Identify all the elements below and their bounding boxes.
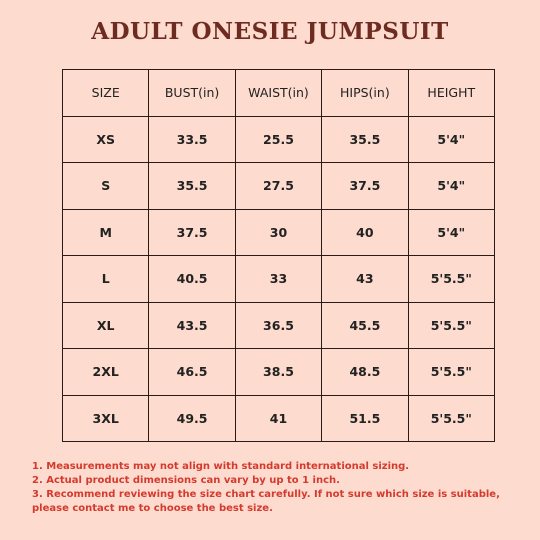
header-hips: HIPS(in) bbox=[322, 70, 408, 117]
height-cell: 5'4" bbox=[408, 209, 494, 256]
table-row bbox=[63, 349, 495, 396]
hips-cell: 45.5 bbox=[322, 302, 408, 349]
hips-cell: 48.5 bbox=[322, 349, 408, 396]
size-chart-table bbox=[62, 69, 495, 442]
waist-cell: 25.5 bbox=[235, 116, 321, 163]
height-cell: 5'4" bbox=[408, 116, 494, 163]
waist-cell: 36.5 bbox=[235, 302, 321, 349]
header-size: SIZE bbox=[63, 70, 149, 117]
bust-cell: 40.5 bbox=[149, 256, 235, 303]
height-cell: 5'4" bbox=[408, 163, 494, 210]
bust-cell: 49.5 bbox=[149, 395, 235, 442]
hips-cell: 40 bbox=[322, 209, 408, 256]
note-item: 1. Measurements may not align with standard international sizing. bbox=[32, 461, 410, 472]
hips-cell: 51.5 bbox=[322, 395, 408, 442]
note-item: 3. Recommend reviewing the size chart carefully. If not sure which size is suitable, please contact me to choose the best size. bbox=[32, 489, 500, 514]
size-cell: XS bbox=[63, 116, 149, 163]
bust-cell: 33.5 bbox=[149, 116, 235, 163]
waist-cell: 41 bbox=[235, 395, 321, 442]
size-cell: 3XL bbox=[63, 395, 149, 442]
note-item: 2. Actual product dimensions can vary by up to 1 inch. bbox=[32, 475, 340, 486]
height-cell: 5'5.5" bbox=[408, 349, 494, 396]
table-row bbox=[63, 302, 495, 349]
size-cell: L bbox=[63, 256, 149, 303]
waist-cell: 33 bbox=[235, 256, 321, 303]
page-title: ADULT ONESIE JUMPSUIT bbox=[91, 18, 449, 45]
header-bust: BUST(in) bbox=[149, 70, 235, 117]
size-cell: XL bbox=[63, 302, 149, 349]
notes-block bbox=[32, 460, 522, 516]
size-cell: S bbox=[63, 163, 149, 210]
table-row bbox=[63, 209, 495, 256]
size-cell: 2XL bbox=[63, 349, 149, 396]
hips-cell: 43 bbox=[322, 256, 408, 303]
table-row bbox=[63, 395, 495, 442]
size-cell: M bbox=[63, 209, 149, 256]
table-row bbox=[63, 163, 495, 210]
table-row bbox=[63, 256, 495, 303]
height-cell: 5'5.5" bbox=[408, 256, 494, 303]
header-height: HEIGHT bbox=[408, 70, 494, 117]
bust-cell: 43.5 bbox=[149, 302, 235, 349]
bust-cell: 35.5 bbox=[149, 163, 235, 210]
waist-cell: 30 bbox=[235, 209, 321, 256]
bust-cell: 46.5 bbox=[149, 349, 235, 396]
bust-cell: 37.5 bbox=[149, 209, 235, 256]
header-waist: WAIST(in) bbox=[235, 70, 321, 117]
hips-cell: 35.5 bbox=[322, 116, 408, 163]
table-header-row bbox=[63, 70, 495, 117]
hips-cell: 37.5 bbox=[322, 163, 408, 210]
height-cell: 5'5.5" bbox=[408, 395, 494, 442]
height-cell: 5'5.5" bbox=[408, 302, 494, 349]
waist-cell: 27.5 bbox=[235, 163, 321, 210]
waist-cell: 38.5 bbox=[235, 349, 321, 396]
table-row bbox=[63, 116, 495, 163]
